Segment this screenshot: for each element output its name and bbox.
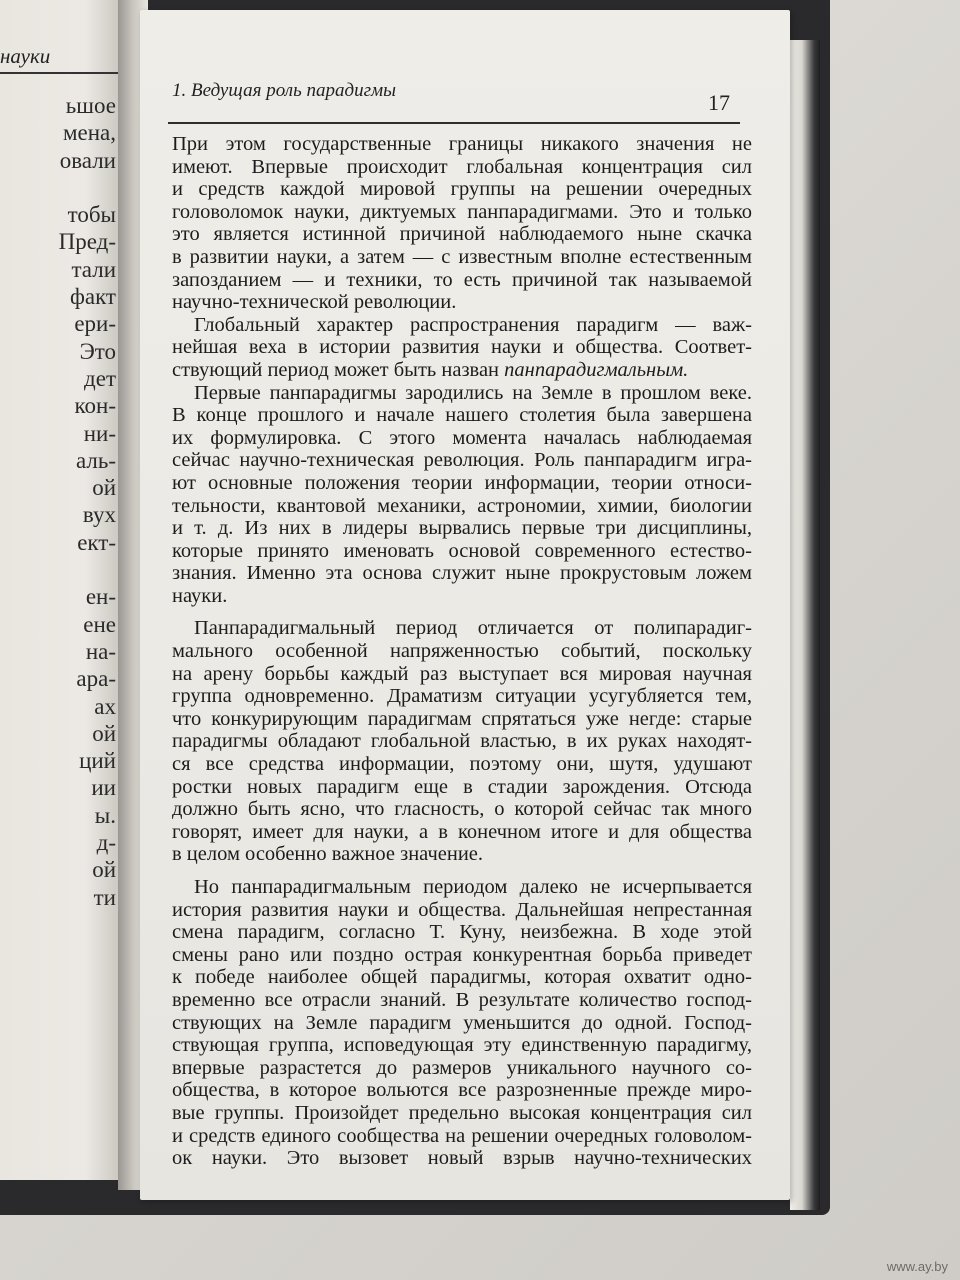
text-line: знания. Именно эта основа служит ныне прокрустовым ложем — [172, 562, 752, 585]
text-line: Но панпарадигмальным периодом далеко не исчерпывается — [194, 876, 752, 898]
text-line: Первые панпарадигмы зародились на Земле в прошлом веке. — [194, 381, 752, 404]
paragraph-4 — [172, 617, 752, 866]
header-rule — [168, 122, 740, 124]
left-page-fragment: ьшое — [65, 93, 116, 118]
text-line: имеют. Впервые происходит глобальная концентрация сил — [172, 155, 752, 178]
text-line: и т. д. Из них в лидеры вырвались первые три дисциплины, — [172, 517, 752, 540]
right-page — [140, 10, 790, 1200]
text-line: научно-технической революции. — [172, 291, 457, 314]
left-page-fragment: ций — [79, 748, 116, 774]
text-line: науки. — [172, 584, 228, 607]
text-line: При этом государственные границы никакого значения не — [172, 133, 752, 155]
text-line: группа одновременно. Драматизм ситуации усугубляется тем, — [172, 685, 752, 708]
left-page-fragment: вух — [82, 502, 116, 528]
left-page-fragment — [59, 556, 116, 583]
left-page-fragment: ни- — [83, 420, 116, 446]
left-page-fragment: ара- — [76, 666, 116, 692]
left-page-fragment: ии — [91, 775, 116, 801]
text-line: ся все средства информации, поэтому они, шутя, удушают — [172, 753, 752, 776]
paragraph-5 — [172, 876, 752, 1170]
text-line: вые группы. Произойдет предельно высокая концентрация сил — [172, 1101, 752, 1124]
paragraph-2-last-line — [172, 359, 752, 382]
text-line: и средств каждой мировой группы на решении очередных — [172, 178, 752, 201]
text-line: к победе наиболее общей парадигмы, которая охватит одно- — [172, 966, 752, 989]
text-line: общества, в которое вольются все разрозненные прежде миро- — [172, 1079, 752, 1102]
text-line: головоломок науки, диктуемых панпарадигмами. Это и только — [172, 200, 752, 223]
left-page-fragment: Пред- — [58, 229, 116, 255]
paragraph-gap — [172, 866, 752, 876]
emphasis-panparadigmal: панпарадигмальным. — [504, 358, 689, 381]
left-page-fragment: ект- — [77, 529, 116, 555]
left-page-header: науки — [0, 44, 51, 68]
left-page-fragment: тобы — [67, 202, 116, 228]
left-page-fragment: ах — [94, 693, 116, 719]
text-line: впервые разрастется до размеров уникального научного со- — [172, 1056, 752, 1079]
page-block-edge — [790, 40, 820, 1210]
left-page-fragment: мена, — [62, 120, 116, 146]
text-line: их формулировка. С этого момента началась наблюдаемая — [172, 426, 752, 449]
left-page-text-fragments — [59, 92, 116, 911]
text-line: ствующая группа, исповедующая эту единственную парадигму, — [172, 1034, 752, 1057]
text-line: мального особенной напряженностью событий, поскольку — [172, 640, 752, 663]
text-line: нейшая веха в истории развития науки и общества. Соответ- — [172, 336, 752, 359]
text-line: смены рано или поздно острая конкурентная борьба приведет — [172, 943, 752, 966]
text-line: и средств единого сообщества на решении очередных головолом- — [172, 1124, 752, 1147]
paragraph-2-last-line-text: ствующий период может быть назван — [172, 358, 505, 381]
text-line: ок науки. Это вызовет новый взрыв научно-технических — [172, 1147, 752, 1170]
left-page — [0, 0, 122, 1180]
left-page-fragment: тали — [71, 256, 116, 282]
left-page-fragment: ой — [92, 720, 116, 746]
text-line: смена парадигм, согласно Т. Куну, неизбежна. В ходе этой — [172, 921, 752, 944]
left-page-fragment: на- — [85, 638, 116, 664]
running-head: 1. Ведущая роль парадигмы — [172, 80, 396, 101]
left-page-fragment: ти — [93, 884, 116, 910]
text-line: временно все отрасли знаний. В результате количество господ- — [172, 988, 752, 1011]
text-line: должно быть ясно, что гласность, о которой сейчас так много — [172, 798, 752, 821]
text-line: ствующих на Земле парадигм уменьшится до одной. Господ- — [172, 1011, 752, 1034]
paragraph-1 — [172, 133, 752, 314]
text-line: говорят, имеет для науки, а в конечном итоге и для общества — [172, 820, 752, 843]
left-page-fragment: кон- — [74, 393, 116, 419]
left-page-fragment: аль- — [75, 447, 116, 473]
left-page-fragment: факт — [69, 284, 116, 310]
text-line: история развития науки и общества. Дальнейшая непрестанная — [172, 898, 752, 921]
left-page-fragment: ой — [92, 857, 116, 883]
left-page-fragment: ой — [92, 475, 116, 501]
paragraph-3 — [172, 382, 752, 608]
text-line: сейчас научно-техническая революция. Роль панпарадигм игра- — [172, 449, 752, 472]
text-line: В конце прошлого и начале нашего столетия была завершена — [172, 404, 752, 427]
text-line: ростки новых парадигм еще в стадии зарождения. Отсюда — [172, 775, 752, 798]
page-number: 17 — [708, 90, 730, 115]
left-page-fragment: ене — [83, 611, 116, 637]
watermark: www.ay.by — [886, 1259, 948, 1274]
left-page-fragment — [59, 174, 116, 201]
text-line: на арену борьбы каждый раз выступает вся мировая научная — [172, 662, 752, 685]
paragraph-2 — [172, 314, 752, 359]
text-line: в целом особенно важное значение. — [172, 843, 484, 866]
text-line: Панпарадигмальный период отличается от полипарадиг- — [194, 617, 752, 640]
text-line: тельности, квантовой механики, астрономии, химии, биологии — [172, 494, 752, 517]
left-page-fragment: ери- — [74, 311, 116, 337]
left-header-rule — [0, 72, 118, 74]
body-text — [172, 133, 752, 1170]
text-line: запозданием — и техники, то есть причиной так называемой — [172, 268, 752, 291]
text-line: которые принято именовать основой современного естество- — [172, 539, 752, 562]
left-page-fragment: д- — [96, 830, 116, 856]
left-page-fragment: ен- — [85, 584, 116, 610]
text-line: Глобальный характер распространения парадигм — важ- — [194, 313, 752, 336]
text-line: парадигмы обладают глобальной властью, в их руках находят- — [172, 730, 752, 753]
left-page-fragment: Это — [79, 338, 116, 364]
left-page-fragment: овали — [59, 147, 116, 173]
text-line: в развитии науки, а затем — с известным вполне естественным — [172, 245, 752, 268]
text-line: что конкурирующим парадигмам спрятаться уже негде: старые — [172, 707, 752, 730]
left-page-fragment: ы. — [94, 802, 116, 828]
text-line: это является истинной причиной наблюдаемого ныне скачка — [172, 223, 752, 246]
text-line: ют основные положения теории информации, теории относи- — [172, 471, 752, 494]
paragraph-gap — [172, 607, 752, 617]
left-page-fragment: дет — [84, 365, 116, 391]
